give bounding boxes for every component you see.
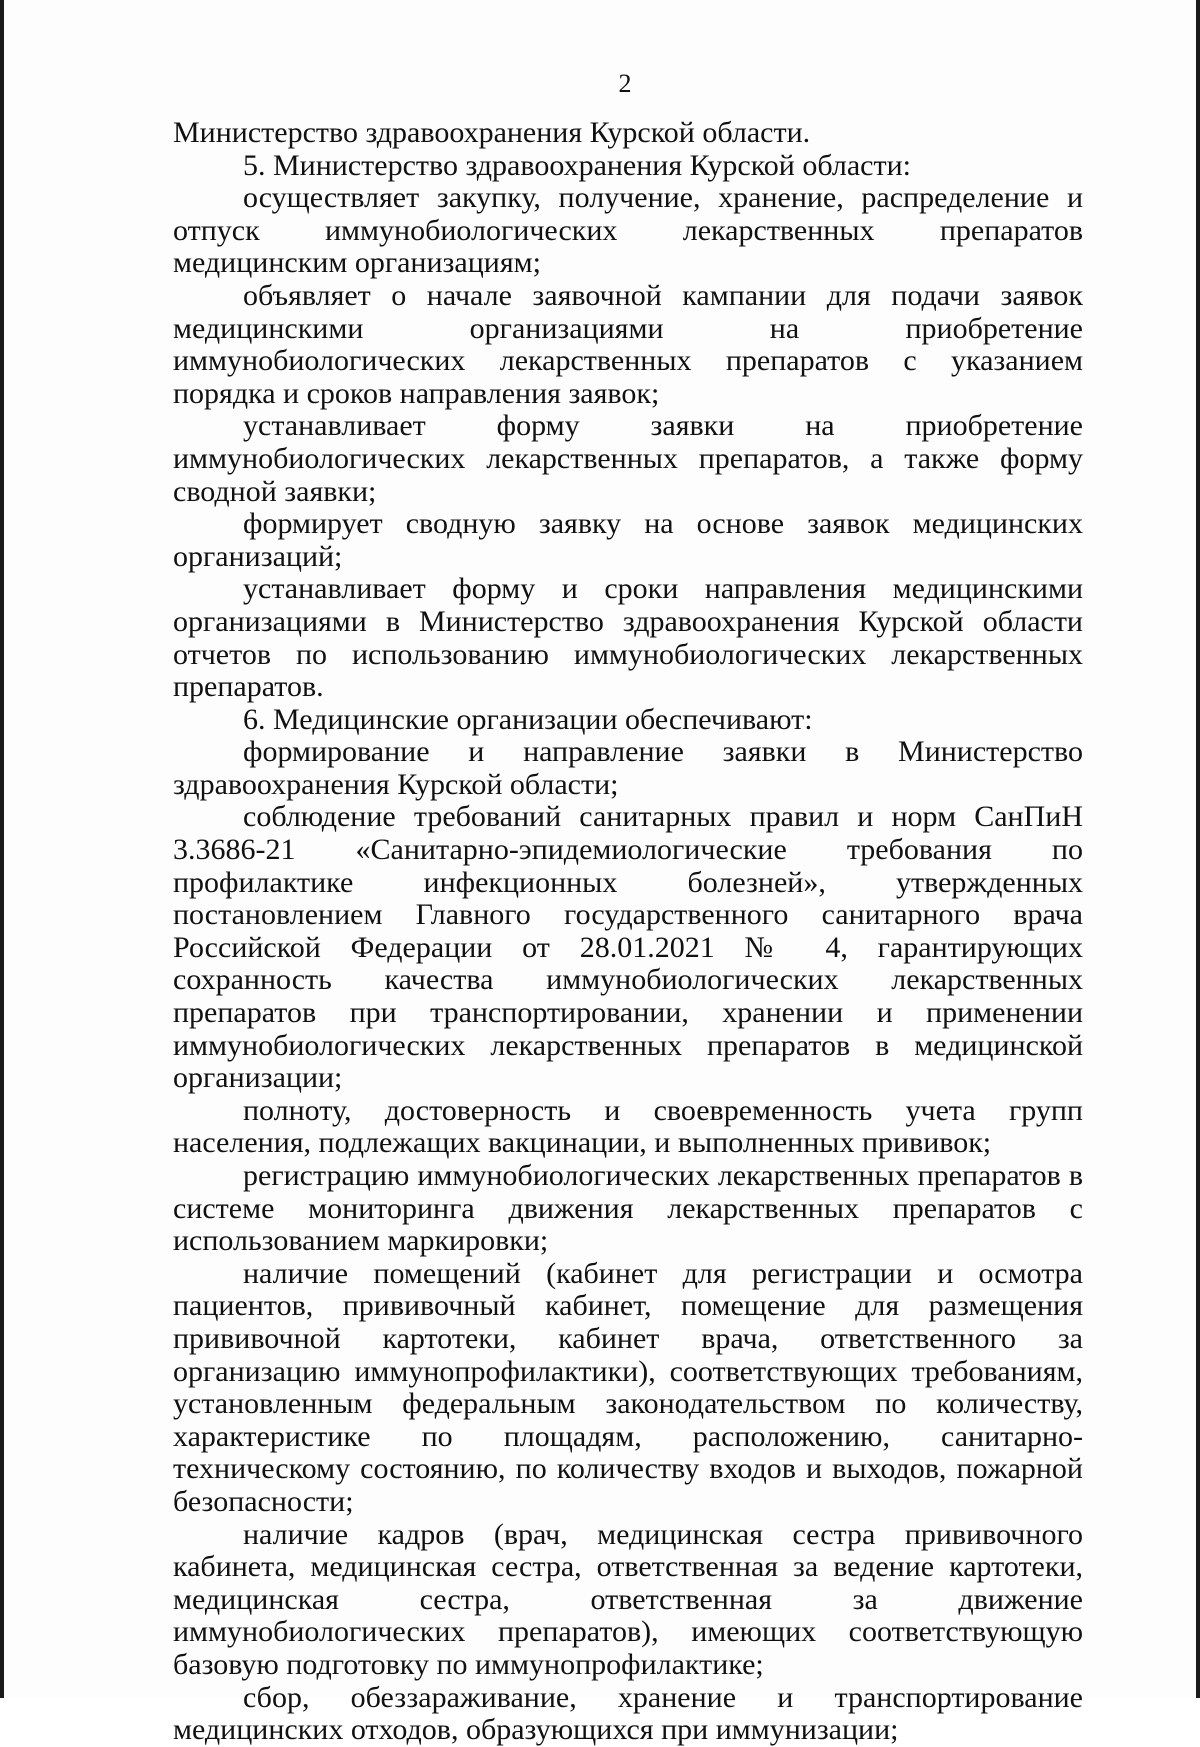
paragraph: 6. Медицинские организации обеспечивают: xyxy=(243,702,813,736)
paragraph: наличие кадров (врач, медицинская сестра прививочного кабинета, медицинская сестра, ответственная за ведение картотеки, медицинская сестра, ответственная за движение иммунобиологических препаратов), имеющих соответствующую базовую подготовку по иммунопрофилактике; xyxy=(173,1517,1083,1681)
paragraph: Министерство здравоохранения Курской области. xyxy=(173,116,811,149)
paragraph: соблюдение требований санитарных правил и норм СанПиН 3.3686-21 «Санитарно-эпидемиологические требования по профилактике инфекционных болезней», утвержденных постановлением Главного государственного санитарного врача Российской Федерации от 28.01.2021 № 4, гарантирующих сохранность качества иммунобиологических лекарственных препаратов при транспортировании, хранении и применении иммунобиологических лекарственных препаратов в медицинской организации; xyxy=(173,800,1083,1095)
paragraph: наличие помещений (кабинет для регистрации и осмотра пациентов, прививочный кабинет, помещение для размещения прививочной картотеки, кабинет врача, ответственного за организацию иммунопрофилактики), соответствующих требованиям, установленным федеральным законодательством по количеству, характеристике по площадям, расположению, санитарно-техническому состоянию, по количеству входов и выходов, пожарной безопасности; xyxy=(173,1256,1083,1518)
paragraph: осуществляет закупку, получение, хранение, распределение и отпуск иммунобиологических лекарственных препаратов медицинским организациям; xyxy=(173,181,1083,280)
paragraph: формирование и направление заявки в Министерство здравоохранения Курской области; xyxy=(173,735,1083,801)
paragraph: устанавливает форму и сроки направления медицинскими организациями в Министерство здравоохранения Курской области отчетов по использованию иммунобиологических лекарственных препаратов. xyxy=(173,572,1083,704)
document-body xyxy=(173,117,1083,1747)
paragraph: сбор, обеззараживание, хранение и транспортирование медицинских отходов, образующихся при иммунизации; xyxy=(173,1680,1083,1747)
paragraph: устанавливает форму заявки на приобретение иммунобиологических лекарственных препаратов, а также форму сводной заявки; xyxy=(173,409,1083,508)
paragraph: 5. Министерство здравоохранения Курской области: xyxy=(243,148,911,182)
paragraph: объявляет о начале заявочной кампании для подачи заявок медицинскими организациями на приобретение иммунобиологических лекарственных препаратов с указанием порядка и сроков направления заявок; xyxy=(173,278,1083,410)
paragraph: регистрацию иммунобиологических лекарственных препаратов в системе мониторинга движения лекарственных препаратов с использованием маркировки; xyxy=(173,1159,1083,1258)
scan-edge-left xyxy=(0,0,4,1698)
paragraph: полноту, достоверность и своевременность учета групп населения, подлежащих вакцинации, и выполненных прививок; xyxy=(173,1093,1083,1160)
scan-edge-right xyxy=(1196,0,1200,1698)
paragraph: формирует сводную заявку на основе заявок медицинских организаций; xyxy=(173,507,1083,573)
page-number: 2 xyxy=(618,69,632,98)
